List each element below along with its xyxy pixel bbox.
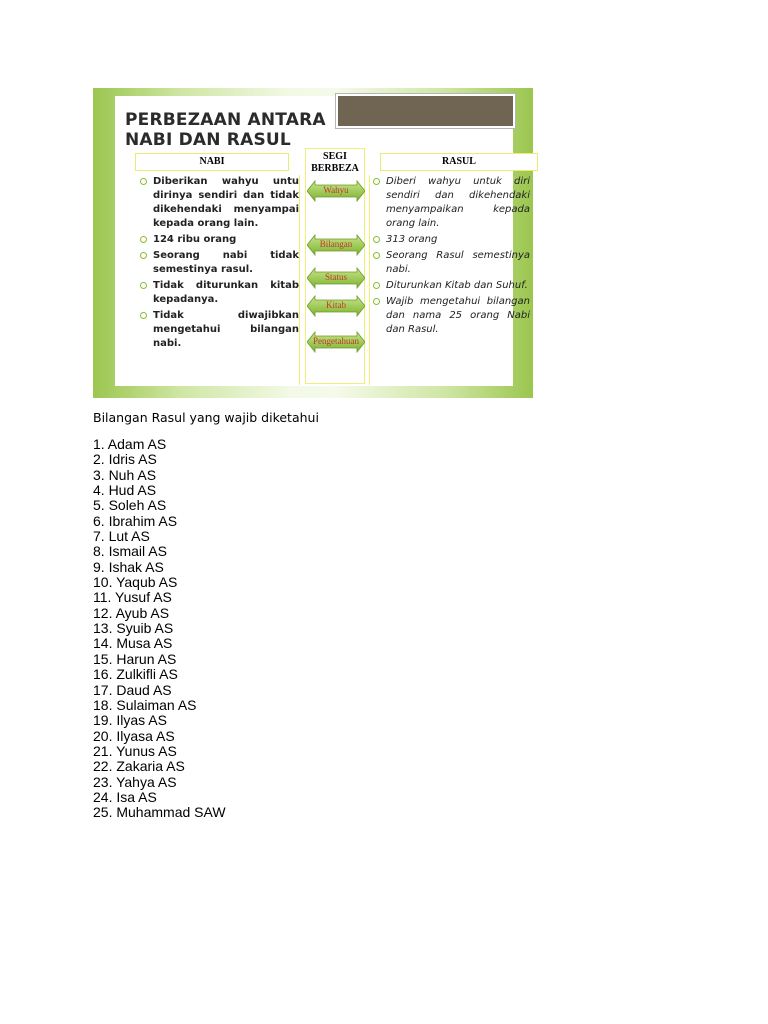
nabi-point (137, 309, 299, 351)
segi-arrow (307, 295, 365, 317)
list-item: 8. Ismail AS (93, 543, 167, 560)
list-item: 18. Sulaiman AS (93, 696, 197, 713)
list-item: 3. Nuh AS (93, 466, 157, 483)
bullet-icon (373, 178, 380, 185)
title-accent-bar (336, 94, 515, 128)
list-item: 14. Musa AS (93, 635, 173, 652)
list-item: 4. Hud AS (93, 482, 157, 499)
rasul-column (369, 175, 530, 385)
header-nabi: NABI (135, 153, 289, 171)
bullet-icon (373, 298, 380, 305)
bullet-text: Seorang Rasul semestinya nabi. (386, 250, 530, 275)
bullet-text: Seorang nabi tidak semestinya rasul. (153, 250, 299, 275)
rasul-names-list (93, 437, 226, 821)
segi-label: Pengetahuan (313, 336, 359, 346)
list-item: 17. Daud AS (93, 681, 172, 698)
list-item: 7. Lut AS (93, 528, 150, 545)
list-item: 19. Ilyas AS (93, 712, 167, 729)
nabi-point (137, 249, 299, 277)
title-line-1: PERBEZAAN ANTARA (125, 110, 326, 130)
segi-arrow (307, 180, 365, 202)
bullet-icon (140, 312, 147, 319)
rasul-point (370, 175, 530, 231)
bullet-text: 124 ribu orang (153, 234, 237, 245)
title-line-2: NABI DAN RASUL (125, 130, 291, 150)
bullet-text: Diberi wahyu untuk diri sendiri dan dikehendaki menyampaikan kepada orang lain. (386, 176, 530, 229)
bullet-icon (373, 236, 380, 243)
segi-arrow (307, 331, 365, 353)
list-item: 21. Yunus AS (93, 742, 177, 759)
slide-panel (115, 96, 530, 386)
list-item: 5. Soleh AS (93, 497, 167, 514)
list-item: 9. Ishak AS (93, 558, 164, 575)
bullet-text: 313 orang (386, 234, 438, 245)
list-item: 16. Zulkifli AS (93, 666, 178, 683)
list-item: 2. Idris AS (93, 451, 157, 468)
comparison-slide (93, 88, 533, 398)
nabi-point (137, 175, 299, 231)
list-item: 22. Zakaria AS (93, 758, 185, 775)
rasul-point (370, 295, 530, 337)
segi-arrow (307, 234, 365, 256)
segi-label: Status (324, 272, 347, 282)
rasul-point (370, 279, 530, 293)
list-item: 13. Syuib AS (93, 620, 174, 637)
nabi-column (137, 175, 300, 385)
list-item: 10. Yaqub AS (93, 574, 178, 591)
list-item: 1. Adam AS (93, 436, 167, 452)
list-caption: Bilangan Rasul yang wajib diketahui (93, 410, 319, 425)
segi-label: Kitab (326, 300, 346, 310)
list-item: 24. Isa AS (93, 788, 157, 805)
header-rasul: RASUL (380, 153, 538, 171)
bullet-icon (140, 236, 147, 243)
nabi-points (137, 175, 299, 351)
list-item: 11. Yusuf AS (93, 589, 172, 606)
bullet-text: Tidak diturunkan kitab kepadanya. (153, 280, 299, 305)
segi-arrow (307, 267, 365, 289)
bullet-text: Wajib mengetahui bilangan dan nama 25 orang Nabi dan Rasul. (386, 296, 530, 335)
bullet-icon (140, 252, 147, 259)
segi-label: Bilangan (319, 239, 353, 249)
bullet-text: Diberikan wahyu untu dirinya sendiri dan tidak dikehendaki menyampai kepada orang lain. (153, 176, 299, 229)
bullet-text: Tidak diwajibkan mengetahui bilangan nabi. (153, 310, 299, 349)
bullet-icon (373, 252, 380, 259)
list-item: 20. Ilyasa AS (93, 727, 175, 744)
bullet-icon (140, 178, 147, 185)
rasul-point (370, 233, 530, 247)
list-item: 23. Yahya AS (93, 773, 177, 790)
header-segi-berbeza: SEGI BERBEZA (311, 151, 359, 174)
bullet-icon (140, 282, 147, 289)
list-item: 15. Harun AS (93, 650, 177, 667)
list-item: 6. Ibrahim AS (93, 512, 178, 529)
list-item: 25. Muhammad SAW (93, 804, 226, 821)
bullet-icon (373, 282, 380, 289)
rasul-points (370, 175, 530, 337)
nabi-point (137, 233, 299, 247)
slide-title (125, 110, 326, 150)
rasul-point (370, 249, 530, 277)
segi-label: Wahyu (323, 185, 349, 195)
nabi-point (137, 279, 299, 307)
list-item: 12. Ayub AS (93, 604, 170, 621)
bullet-text: Diturunkan Kitab dan Suhuf. (386, 280, 528, 291)
